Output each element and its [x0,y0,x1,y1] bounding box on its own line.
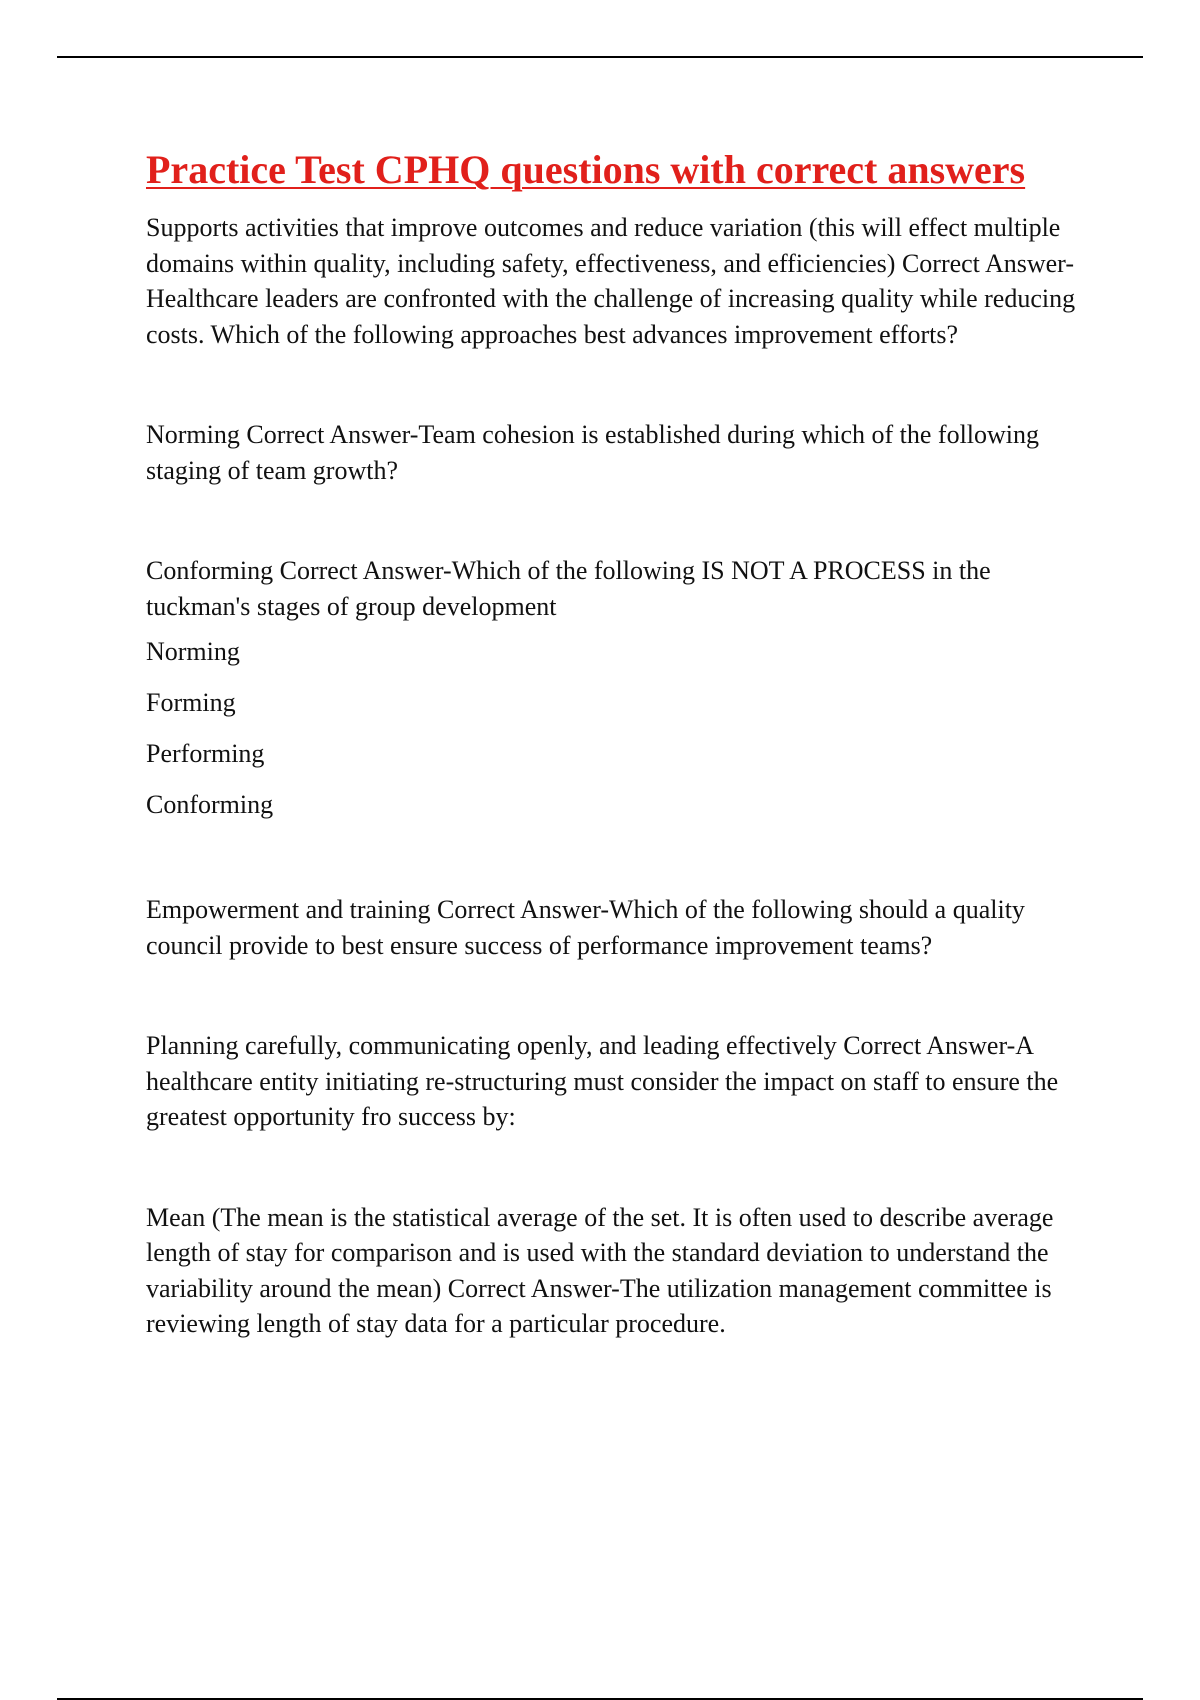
qa-item-3: Conforming Correct Answer-Which of the following IS NOT A PROCESS in the tuckman's stages of group development [146,556,991,621]
answer-options [146,634,1096,822]
option-item: Conforming [146,790,274,819]
qa-item-5: Planning carefully, communicating openly, and leading effectively Correct Answer-A healthcare entity initiating re-structuring must consider the impact on staff to ensure the greatest opportunity fro success by: [146,1031,1059,1131]
option-item: Performing [146,739,265,768]
qa-item-4: Empowerment and training Correct Answer-Which of the following should a quality council provide to best ensure success of performance improvement teams? [146,895,1025,960]
qa-item-2: Norming Correct Answer-Team cohesion is established during which of the following staging of team growth? [146,420,1040,485]
top-rule [57,56,1143,58]
option-item: Norming [146,637,240,666]
option-item: Forming [146,688,236,717]
page-title: Practice Test CPHQ questions with correct answers [146,147,1026,192]
qa-item-6: Mean (The mean is the statistical average of the set. It is often used to describe average length of stay for comparison and is used with the standard deviation to understand the variability around the mean) Correct Answer-The utilization management committee is reviewing length of stay data for a particular procedure. [146,1202,1054,1338]
document-body [146,142,1096,1342]
qa-item-1: Supports activities that improve outcomes and reduce variation (this will effect multiple domains within quality, including safety, effectiveness, and efficiencies) Correct Answer-Healthcare leaders are confronted with the challenge of increasing quality while reducing costs. Which of the following approaches best advances improvement efforts? [146,213,1076,349]
